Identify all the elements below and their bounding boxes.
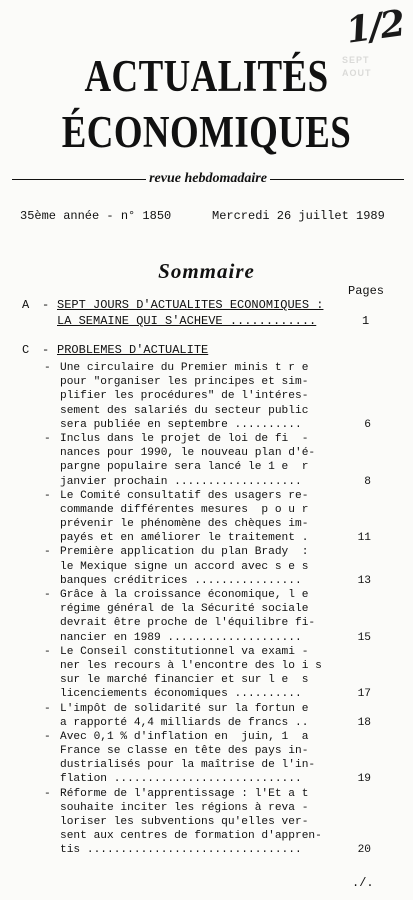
- item-bullet: -: [44, 362, 51, 374]
- issue-date: Mercredi 26 juillet 1989: [212, 209, 385, 223]
- item-line: souhaite inciter les régions à reva -: [60, 801, 309, 814]
- section-dash: -: [42, 298, 50, 312]
- section-letter: C: [22, 343, 30, 357]
- section-c-heading: PROBLEMES D'ACTUALITE: [57, 343, 209, 357]
- item-line: sera publiée en septembre ..........: [60, 418, 302, 431]
- item-line: Première application du plan Brady :: [60, 546, 309, 559]
- item-page: 11: [357, 532, 371, 545]
- item-line: payés et en améliorer le traitement .: [60, 532, 309, 545]
- item-line: a rapporté 4,4 milliards de francs ..: [60, 716, 309, 729]
- item-line: Inclus dans le projet de loi de fi -: [60, 432, 309, 445]
- item-line: sement des salariés du secteur public: [60, 404, 309, 417]
- pages-column-header: Pages: [348, 284, 385, 298]
- handwritten-note: 1/2: [343, 2, 406, 52]
- stamp-line: AOUT: [342, 68, 372, 78]
- list-item: [0, 361, 413, 432]
- item-line: tis ................................: [60, 844, 302, 857]
- item-line: prévenir le phénomène des chèques im-: [60, 518, 309, 531]
- section-dash: -: [42, 343, 50, 357]
- list-item: [0, 730, 413, 787]
- item-line: flation ............................: [60, 773, 302, 786]
- section-a-line: SEPT JOURS D'ACTUALITES ECONOMIQUES :: [57, 298, 324, 312]
- list-item: [0, 545, 413, 588]
- list-item: [0, 588, 413, 645]
- item-page: 6: [364, 418, 371, 431]
- item-line: sur le marché financier et sur l e s: [60, 674, 309, 687]
- issue-number: 35ème année - n° 1850: [20, 209, 172, 223]
- item-page: 8: [364, 475, 371, 488]
- item-line: ner les recours à l'encontre des lo i s: [60, 659, 322, 672]
- item-line: commande différentes mesures p o u r: [60, 503, 309, 516]
- item-line: France se classe en tête des pays in-: [60, 745, 309, 758]
- item-line: Grâce à la croissance économique, l e: [60, 589, 309, 601]
- item-bullet: -: [44, 787, 51, 800]
- item-page: 19: [357, 773, 371, 786]
- item-line: dustrialisés pour la maîtrise de l'in-: [60, 759, 316, 772]
- list-item: [0, 489, 413, 546]
- item-line: régime général de la Sécurité sociale: [60, 603, 309, 616]
- item-page: 15: [357, 631, 371, 644]
- subtitle-rule-left: [12, 179, 146, 180]
- item-line: pargne populaire sera lancé le 1 e r: [60, 461, 309, 474]
- item-bullet: -: [44, 489, 51, 502]
- item-bullet: -: [44, 589, 51, 601]
- list-item: [0, 645, 413, 702]
- item-line: loriser les subventions qu'elles ver-: [60, 816, 309, 828]
- list-item: [0, 432, 413, 489]
- item-line: nancier en 1989 ....................: [60, 631, 302, 644]
- section-a-line: LA SEMAINE QUI S'ACHEVE ............: [57, 314, 317, 328]
- masthead-title-line1: ACTUALITÉS: [84, 51, 329, 101]
- item-line: nances pour 1990, le nouveau plan d'é-: [60, 447, 316, 460]
- list-item: [0, 702, 413, 730]
- section-a-page: 1: [362, 314, 370, 328]
- item-bullet: -: [44, 702, 51, 715]
- item-line: L'impôt de solidarité sur la fortun e: [60, 702, 309, 715]
- item-line: Le Conseil constitutionnel va exami -: [60, 645, 309, 658]
- item-bullet: -: [44, 730, 51, 743]
- item-page: 20: [357, 844, 371, 857]
- item-line: pour "organiser les principes et sim-: [60, 376, 309, 389]
- item-bullet: -: [44, 432, 51, 445]
- sommaire-heading: Sommaire: [158, 259, 255, 283]
- item-line: banques créditrices ................: [60, 574, 302, 587]
- section-letter: A: [22, 298, 30, 312]
- item-line: Réforme de l'apprentissage : l'Et a t: [60, 787, 309, 800]
- item-line: plifier les procédures" de l'intéres-: [60, 390, 309, 403]
- masthead-title-line2: ÉCONOMIQUES: [61, 107, 352, 157]
- item-page: 17: [357, 688, 371, 701]
- item-line: licenciements économiques ..........: [60, 688, 302, 701]
- item-bullet: -: [44, 645, 51, 658]
- item-line: Le Comité consultatif des usagers re-: [60, 489, 309, 502]
- item-line: Une circulaire du Premier minis t r e: [60, 362, 309, 374]
- subtitle-row: [12, 172, 404, 186]
- item-page: 18: [357, 716, 371, 729]
- item-line: le Mexique signe un accord avec s e s: [60, 560, 309, 573]
- continued-marker: ./.: [352, 876, 374, 890]
- item-line: janvier prochain ...................: [60, 475, 302, 488]
- item-line: Avec 0,1 % d'inflation en juin, 1 a: [60, 730, 309, 743]
- list-item: [0, 787, 413, 858]
- article-list: [0, 361, 413, 858]
- item-line: sent aux centres de formation d'appren-: [60, 830, 322, 843]
- subtitle: revue hebdomadaire: [149, 171, 267, 186]
- item-line: devrait être proche de l'équilibre fi-: [60, 617, 316, 630]
- item-bullet: -: [44, 546, 51, 559]
- subtitle-rule-right: [270, 179, 404, 180]
- item-page: 13: [357, 574, 371, 587]
- stamp-line: SEPT: [342, 55, 370, 65]
